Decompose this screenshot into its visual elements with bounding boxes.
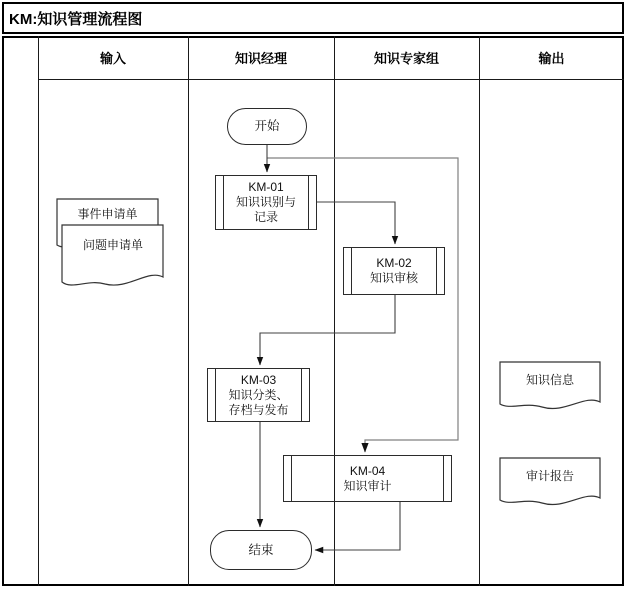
end-node-label: 结束 — [248, 542, 274, 557]
process-km03 — [207, 368, 310, 422]
lane-header-experts: 知识专家组 — [373, 51, 439, 66]
connector-km02-to-km03 — [260, 295, 395, 365]
start-node — [227, 108, 307, 145]
document-label-audit-report: 审计报告 — [525, 469, 574, 483]
process-km01-code: KM-01 — [248, 180, 284, 194]
start-node-label: 开始 — [254, 119, 280, 133]
end-node — [210, 530, 312, 570]
process-km01-line1: 知识识别与 — [235, 195, 296, 209]
lane-header-output: 输出 — [538, 51, 565, 66]
process-km02 — [343, 247, 445, 295]
process-km01-line2: 记录 — [253, 210, 278, 224]
connector-km01-to-km02 — [317, 202, 395, 244]
process-km03-line1: 知识分类、 — [228, 387, 289, 402]
process-km04 — [283, 455, 452, 502]
lane-header-manager: 知识经理 — [234, 51, 287, 66]
document-label-incident-request: 事件申请单 — [77, 207, 138, 221]
document-shape-problem-request — [62, 225, 163, 285]
process-km02-line1: 知识审核 — [369, 271, 418, 285]
lane-header-input: 输入 — [99, 51, 126, 66]
diagram-title: KM:知识管理流程图 — [9, 10, 143, 28]
document-label-knowledge-info: 知识信息 — [525, 373, 574, 387]
process-km04-line1: 知识审计 — [343, 478, 392, 493]
process-km03-line2: 存档与发布 — [228, 402, 289, 417]
process-km02-code: KM-02 — [376, 256, 412, 270]
document-label-problem-request: 问题申请单 — [82, 238, 143, 252]
process-km03-code: KM-03 — [240, 372, 277, 387]
process-km04-code: KM-04 — [349, 463, 386, 478]
connector-km04-to-end — [315, 502, 400, 550]
process-km01 — [215, 175, 317, 230]
